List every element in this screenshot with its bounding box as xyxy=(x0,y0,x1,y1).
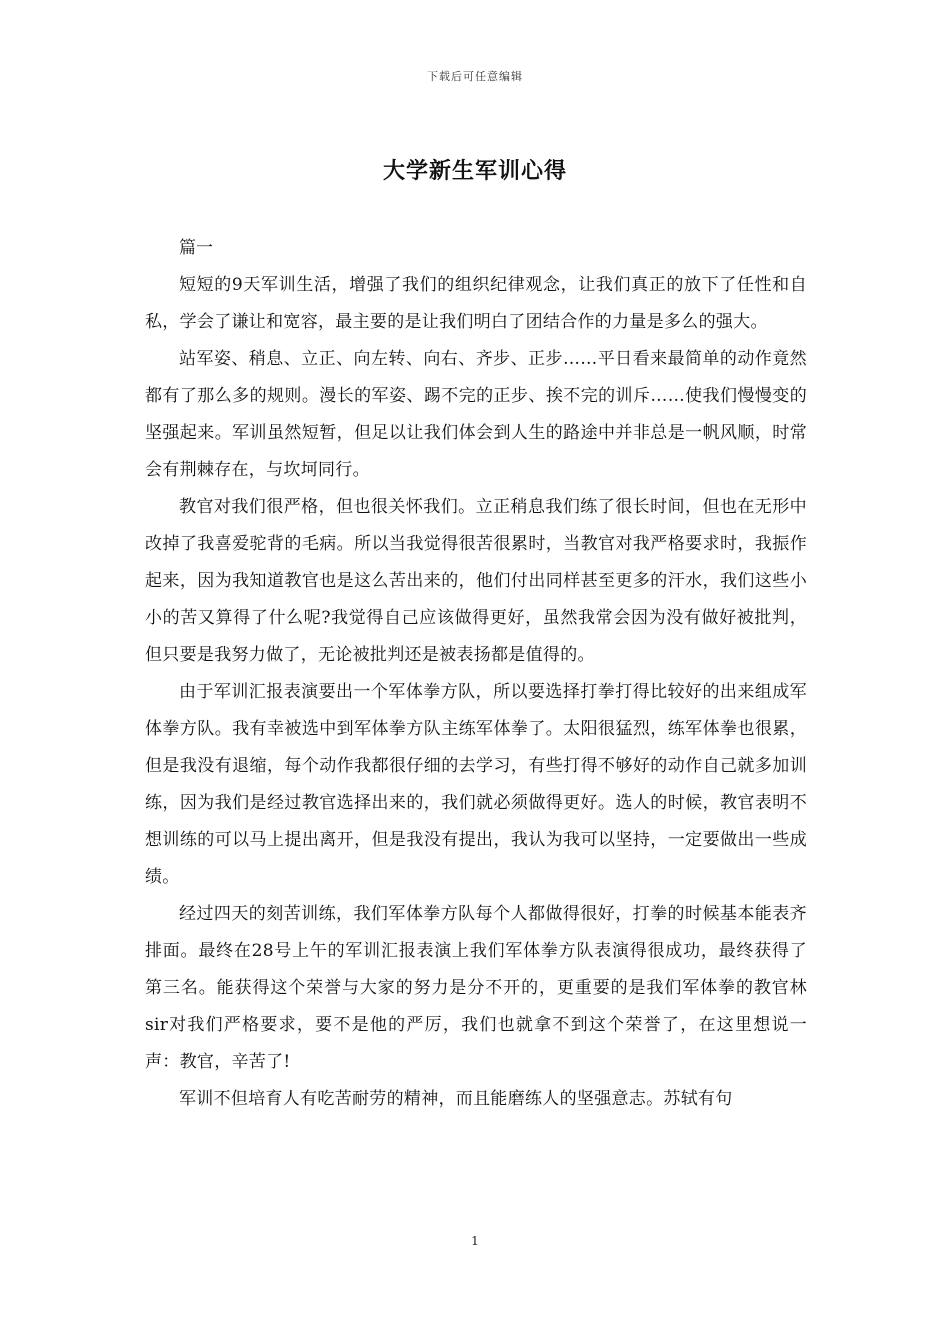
header-note: 下载后可任意编辑 xyxy=(427,70,523,83)
paragraph: 站军姿、稍息、立正、向左转、向右、齐步、正步……平日看来最简单的动作竟然都有了那么多的规则。漫长的军姿、踢不完的正步、挨不完的训斥……使我们慢慢变的坚强起来。军训虽然短暂，但足以让我们体会到人生的路途中并非总是一帆风顺，时常会有荆棘存在，与坎坷同行。 xyxy=(145,349,807,480)
paragraph: 军训不但培育人有吃苦耐劳的精神，而且能磨练人的坚强意志。苏轼有句 xyxy=(179,1089,733,1109)
document-title: 大学新生军训心得 xyxy=(382,158,567,184)
page-number: 1 xyxy=(471,1234,479,1248)
document-body xyxy=(145,230,807,1118)
paragraph: 短短的9天军训生活，增强了我们的组织纪律观念，让我们真正的放下了任性和自私，学会了谦让和宽容，最主要的是让我们明白了团结合作的力量是多么的强大。 xyxy=(145,275,807,332)
section-label: 篇一 xyxy=(179,238,213,258)
paragraph: 教官对我们很严格，但也很关怀我们。立正稍息我们练了很长时间，但也在无形中改掉了我喜爱驼背的毛病。所以当我觉得很苦很累时，当教官对我严格要求时，我振作起来，因为我知道教官也是这么苦出来的，他们付出同样甚至更多的汗水，我们这些小小的苦又算得了什么呢?我觉得自己应该做得更好，虽然我常会因为没有做好被批判，但只要是我努力做了，无论被批判还是被表扬都是值得的。 xyxy=(145,497,807,665)
paragraph: 经过四天的刻苦训练，我们军体拳方队每个人都做得很好，打拳的时候基本能表齐排面。最终在28号上午的军训汇报表演上我们军体拳方队表演得很成功，最终获得了第三名。能获得这个荣誉与大家的努力是分不开的，更重要的是我们军体拳的教官林sir对我们严格要求，要不是他的严厉，我们也就拿不到这个荣誉了，在这里想说一声：教官，辛苦了! xyxy=(145,904,807,1072)
paragraph: 由于军训汇报表演要出一个军体拳方队，所以要选择打拳打得比较好的出来组成军体拳方队。我有幸被选中到军体拳方队主练军体拳了。太阳很猛烈，练军体拳也很累，但是我没有退缩，每个动作我都很仔细的去学习，有些打得不够好的动作自己就多加训练，因为我们是经过教官选择出来的，我们就必须做得更好。选人的时候，教官表明不想训练的可以马上提出离开，但是我没有提出，我认为我可以坚持，一定要做出一些成绩。 xyxy=(145,682,807,887)
